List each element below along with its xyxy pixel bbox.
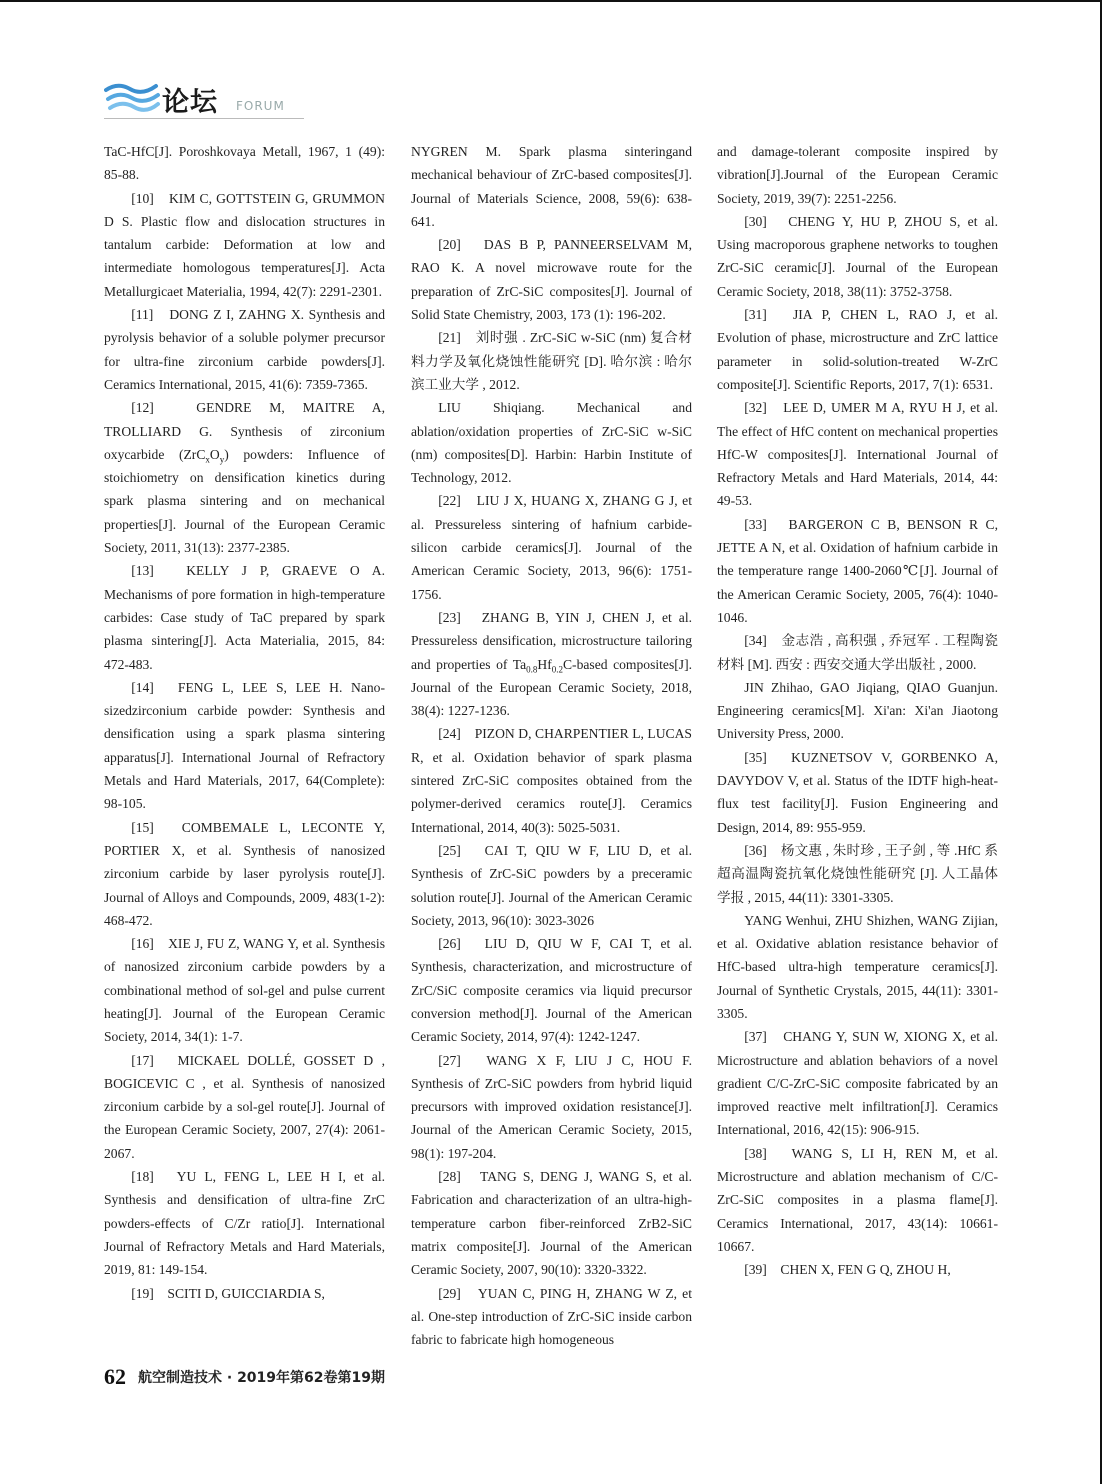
reference-entry: [32] LEE D, UMER M A, RYU H J, et al. The effect of HfC content on mechanical properties HfC-W composites[J]. International Journal of Refractory Metals and Hard Materials, 2014, 44: 49-53.: [717, 400, 998, 509]
section-title-en: FORUM: [236, 99, 285, 113]
reference-entry: TaC-HfC[J]. Poroshkovaya Metall, 1967, 1 (49): 85-88.: [104, 144, 385, 183]
reference-entry: [18] YU L, FENG L, LEE H I, et al. Synthesis and densification of ultra-fine ZrC powders-effects of C/Zr ratio[J]. International Journal of Refractory Metals and Hard Materials, 2019, 81: 149-154.: [104, 1169, 385, 1278]
reference-entry: [37] CHANG Y, SUN W, XIONG X, et al. Microstructure and ablation behaviors of a novel gradient C/C-ZrC-SiC composite fabricated by an improved reactive melt infiltration[J]. Ceramics International, 2016, 42(15): 906-915.: [717, 1029, 998, 1138]
reference-column-3: [717, 140, 998, 1282]
reference-entry: JIN Zhihao, GAO Jiqiang, QIAO Guanjun. Engineering ceramics[M]. Xi'an: Xi'an Jiaotong University Press, 2000.: [717, 679, 998, 742]
reference-column-2: [411, 140, 692, 1351]
header-divider: [104, 118, 304, 119]
reference-entry: [25] CAI T, QIU W F, LIU D, et al. Synthesis of ZrC-SiC powders by a preceramic solution route[J]. Journal of the American Ceramic Society, 2013, 96(10): 3023-3026: [411, 842, 692, 928]
reference-entry: [30] CHENG Y, HU P, ZHOU S, et al. Using macroporous graphene networks to toughen ZrC-SiC ceramic[J]. Journal of the European Ceramic Society, 2018, 38(11): 3752-3758.: [717, 213, 998, 299]
reference-entry: and damage-tolerant composite inspired by vibration[J].Journal of the European Ceramic Society, 2019, 39(7): 2251-2256.: [717, 144, 998, 206]
reference-entry: [21] 刘时强 . ZrC-SiC w-SiC (nm) 复合材料力学及氧化烧蚀性能研究 [D]. 哈尔滨 : 哈尔滨工业大学 , 2012.: [411, 330, 692, 392]
reference-entry: [39] CHEN X, FEN G Q, ZHOU H,: [744, 1262, 951, 1278]
reference-text: 0.8: [526, 664, 538, 675]
reference-text: ) powders: Influence of stoichiometry on densification kinetics during spark plasma sintering and on mechanical properties[J]. Journal of the European Ceramic Society, 2011, 31(13): 2377-2385.: [104, 446, 385, 556]
reference-entry: [38] WANG S, LI H, REN M, et al. Microstructure and ablation mechanism of C/C-ZrC-SiC composites in a plasma flame[J]. Ceramics International, 2017, 43(14): 10661-10667.: [717, 1145, 998, 1254]
reference-entry: YANG Wenhui, ZHU Shizhen, WANG Zijian, et al. Oxidative ablation resistance behavior of HfC-based ultra-high temperature ceramics[J]. Journal of Synthetic Crystals, 2015, 44(11): 3301-3305.: [717, 912, 998, 1021]
reference-entry: NYGREN M. Spark plasma sinteringand mechanical behaviour of ZrC-based composites[J]. Journal of Materials Science, 2008, 59(6): 638-641.: [411, 144, 692, 229]
top-border: [0, 0, 1102, 2]
reference-column-1: [104, 140, 385, 1305]
page-footer: [104, 1364, 385, 1390]
reference-entry: [28] TANG S, DENG J, WANG S, et al. Fabrication and characterization of an ultra-high-temperature carbon fiber-reinforced ZrB2-SiC matrix composite[J]. Journal of the American Ceramic Society, 2007, 90(10): 3320-3322.: [411, 1169, 692, 1278]
reference-entry: [411, 606, 692, 722]
reference-text: [12] GENDRE M, MAITRE A, TROLLIARD G. Synthesis of zirconium oxycarbide (ZrC: [104, 400, 385, 462]
wave-logo-icon: [104, 80, 160, 118]
page-number: 62: [104, 1364, 126, 1389]
reference-text: Hf: [537, 656, 552, 672]
reference-text: y: [219, 454, 225, 465]
reference-entry: [34] 金志浩 , 高积强 , 乔冠军 . 工程陶瓷材料 [M]. 西安 : 西安交通大学出版社 , 2000.: [717, 633, 998, 672]
reference-entry: [17] MICKAEL DOLLÉ, GOSSET D , BOGICEVIC C , et al. Synthesis of nanosized zirconium carbide by a sol-gel route[J]. Journal of the European Ceramic Society, 2007, 27(4): 2061-2067.: [104, 1052, 385, 1161]
reference-entry: [14] FENG L, LEE S, LEE H. Nano-sizedzirconium carbide powder: Synthesis and densification using a spark plasma sintering apparatus[J]. International Journal of Refractory Metals and Hard Materials, 2017, 64(Complete): 98-105.: [104, 679, 385, 812]
reference-entry: [11] DONG Z I, ZAHNG X. Synthesis and pyrolysis behavior of a soluble polymer precursor for ultra-fine zirconium carbide powders[J]. Ceramics International, 2015, 41(6): 7359-7365.: [104, 307, 385, 392]
reference-entry: [31] JIA P, CHEN L, RAO J, et al. Evolution of phase, microstructure and ZrC lattice parameter in solid-solution-treated W-ZrC composite[J]. Scientific Reports, 2017, 7(1): 6531.: [717, 307, 998, 392]
reference-text: 0.2: [551, 664, 563, 675]
journal-name: 航空制造技术 · 2019年第62卷第19期: [138, 1370, 385, 1386]
reference-entry: [104, 396, 385, 559]
reference-entry: [35] KUZNETSOV V, GORBENKO A, DAVYDOV V, et al. Status of the IDTF high-heat-flux test facility[J]. Fusion Engineering and Design, 2014, 89: 955-959.: [717, 749, 998, 835]
reference-entry: [29] YUAN C, PING H, ZHANG W Z, et al. One-step introduction of ZrC-SiC inside carbon fabric to fabricate high homogeneous: [411, 1285, 692, 1348]
reference-entry: [26] LIU D, QIU W F, CAI T, et al. Synthesis, characterization, and microstructure of ZrC/SiC composite ceramics via liquid precursor conversion method[J]. Journal of the American Ceramic Society, 2014, 97(4): 1242-1247.: [411, 936, 692, 1045]
reference-entry: [10] KIM C, GOTTSTEIN G, GRUMMON D S. Plastic flow and dislocation structures in tantalum carbide: Deformation at low and intermediate homologous temperatures[J]. Acta Metallurgicaet Materialia, 1994, 42(7): 2291-2301.: [104, 190, 385, 299]
reference-entry: [20] DAS B P, PANNEERSELVAM M, RAO K. A novel microwave route for the preparation of ZrC-SiC composites[J]. Journal of Solid State Chemistry, 2003, 173 (1): 196-202.: [411, 237, 692, 323]
reference-text: O: [209, 446, 220, 462]
reference-entry: [27] WANG X F, LIU J C, HOU F. Synthesis of ZrC-SiC powders from hybrid liquid precursors with improved oxidation resistance[J]. Journal of the American Ceramic Society, 2015, 98(1): 197-204.: [411, 1052, 692, 1161]
section-title-cn: 论坛: [162, 87, 218, 118]
reference-entry: LIU Shiqiang. Mechanical and ablation/oxidation properties of ZrC-SiC w-SiC (nm) composites[D]. Harbin: Harbin Institute of Technology, 2012.: [411, 400, 692, 486]
reference-text: C-based composites[J]. Journal of the European Ceramic Society, 2018, 38(4): 1227-1236.: [411, 656, 692, 719]
reference-text: [23] ZHANG B, YIN J, CHEN J, et al. Pressureless densification, microstructure tailoring and properties of Ta: [411, 609, 692, 672]
reference-entry: [19] SCITI D, GUICCIARDIA S,: [131, 1285, 325, 1301]
reference-entry: [16] XIE J, FU Z, WANG Y, et al. Synthesis of nanosized zirconium carbide powders by a combinational method of sol-gel and pulse current heating[J]. Journal of the European Ceramic Society, 2014, 34(1): 1-7.: [104, 936, 385, 1045]
reference-entry: [13] KELLY J P, GRAEVE O A. Mechanisms of pore formation in high-temperature carbides: Case study of TaC prepared by spark plasma sintering[J]. Acta Materialia, 2015, 84: 472-483.: [104, 563, 385, 672]
reference-entry: [15] COMBEMALE L, LECONTE Y, PORTIER X, et al. Synthesis of nanosized zirconium carbide by laser pyrolysis route[J]. Journal of Alloys and Compounds, 2009, 483(1-2): 468-472.: [104, 819, 385, 928]
reference-text: x: [205, 454, 210, 465]
reference-entry: [22] LIU J X, HUANG X, ZHANG G J, et al. Pressureless sintering of hafnium carbide-silicon carbide ceramics[J]. Journal of the American Ceramic Society, 2013, 96(6): 1751-1756.: [411, 493, 692, 602]
reference-entry: [36] 杨文惠 , 朱时珍 , 王子剑 , 等 .HfC 系超高温陶瓷抗氧化烧蚀性能研究 [J]. 人工晶体学报 , 2015, 44(11): 3301-3305.: [717, 842, 998, 905]
reference-entry: [24] PIZON D, CHARPENTIER L, LUCAS R, et al. Oxidation behavior of spark plasma sintered ZrC-SiC composites obtained from the polymer-derived ceramics route[J]. Ceramics International, 2014, 40(3): 5025-5031.: [411, 726, 692, 835]
reference-entry: [33] BARGERON C B, BENSON R C, JETTE A N, et al. Oxidation of hafnium carbide in the temperature range 1400-2060℃[J]. Journal of the American Ceramic Society, 2005, 76(4): 1040-1046.: [717, 516, 998, 625]
